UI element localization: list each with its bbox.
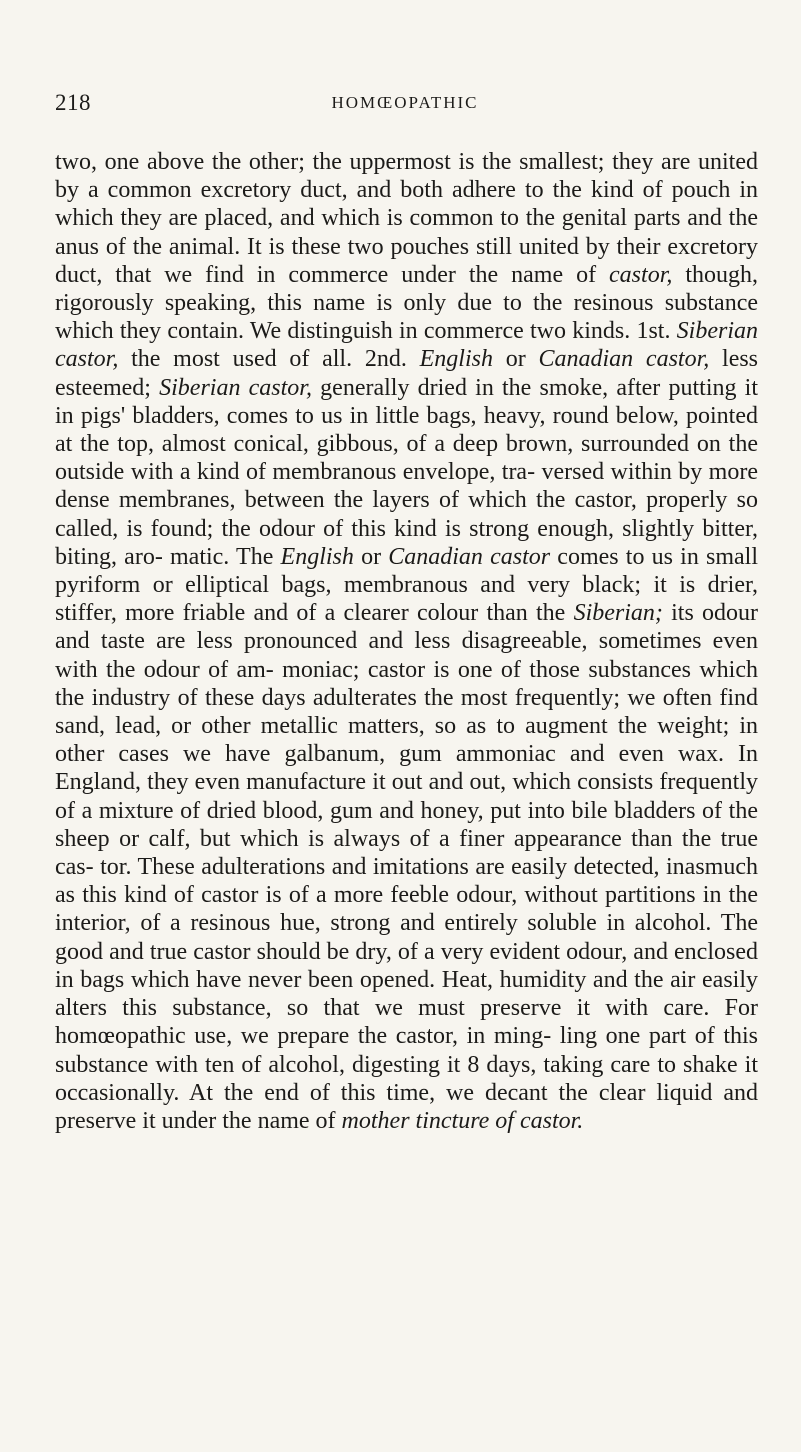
page-header [55, 90, 755, 120]
italic-term: English [280, 543, 354, 570]
text-segment: two, one above the other; the uppermost is the smallest; they are united by a common excretory duct, and both adhere to the kind of pouch in which they are placed, and which is common to the genital parts and the anus of the animal. It is these two pouches still united by their excretory duct, that we find in commerce under the name of [55, 149, 758, 288]
text-segment: or [353, 543, 389, 570]
text-segment: less esteemed; [55, 346, 759, 401]
text-segment: its odour and taste are less pronounced and less disagreeable, sometimes even with the odour of am- moniac; castor is one of those substances which the industry of these days adulterates the most frequently; we often find sand, lead, or other metallic matters, so as to augment the weight; in other cases we have galbanum, gum ammoniac and even wax. In England, they even manufacture it out and out, which consists frequently of a mixture of dried blood, gum and honey, put into bile bladders of the sheep or calf, but which is always of a finer appearance than the true cas- tor. These adulterations and imitations are easily detected, inasmuch as this kind of castor is of a more feeble odour, without partitions in the interior, of a resinous hue, strong and entirely soluble in alcohol. The good and true castor should be dry, of a very evident odour, and enclosed in bags which have never been opened. Heat, humidity and the air easily alters this substance, so that we must preserve it with care. For homœopathic use, we prepare the castor, in ming- ling one part of this substance with ten of alcohol, digesting it 8 days, taking care to shake it occasionally. At the end of this time, we decant the clear liquid and preserve it under the name of [55, 600, 758, 1134]
page-number: 218 [55, 90, 91, 115]
italic-term: Canadian castor [388, 543, 551, 570]
text-segment: comes to us in small pyriform or elliptical bags, membranous and very black; it is drier, stiffer, more friable and of a clearer colour than the [55, 543, 758, 627]
italic-term: Siberian castor, [159, 374, 312, 401]
italic-term: Siberian; [573, 600, 663, 627]
italic-term: English [419, 346, 493, 373]
text-segment: the most used of all. 2nd. [118, 346, 420, 373]
running-head: HOMŒOPATHIC [331, 93, 479, 112]
italic-term: Canadian castor, [538, 346, 710, 373]
italic-term: Siberian castor, [55, 318, 758, 373]
body-paragraph [55, 148, 758, 1135]
text-segment: though, rigorously speaking, this name is only due to the resinous substance which they contain. We distinguish in commerce two kinds. 1st. [55, 261, 758, 345]
italic-term: mother tincture of castor. [341, 1107, 584, 1134]
italic-term: castor, [609, 261, 673, 288]
text-segment: generally dried in the smoke, after putting it in pigs' bladders, comes to us in little bags, heavy, round below, pointed at the top, almost conical, gibbous, of a deep brown, surrounded on the outside with a kind of membranous envelope, tra- versed within by more dense membranes, between the layers of which the castor, properly so called, is found; the odour of this kind is strong enough, slightly bitter, biting, aro- matic. The [55, 374, 759, 570]
text-segment: or [492, 346, 539, 373]
